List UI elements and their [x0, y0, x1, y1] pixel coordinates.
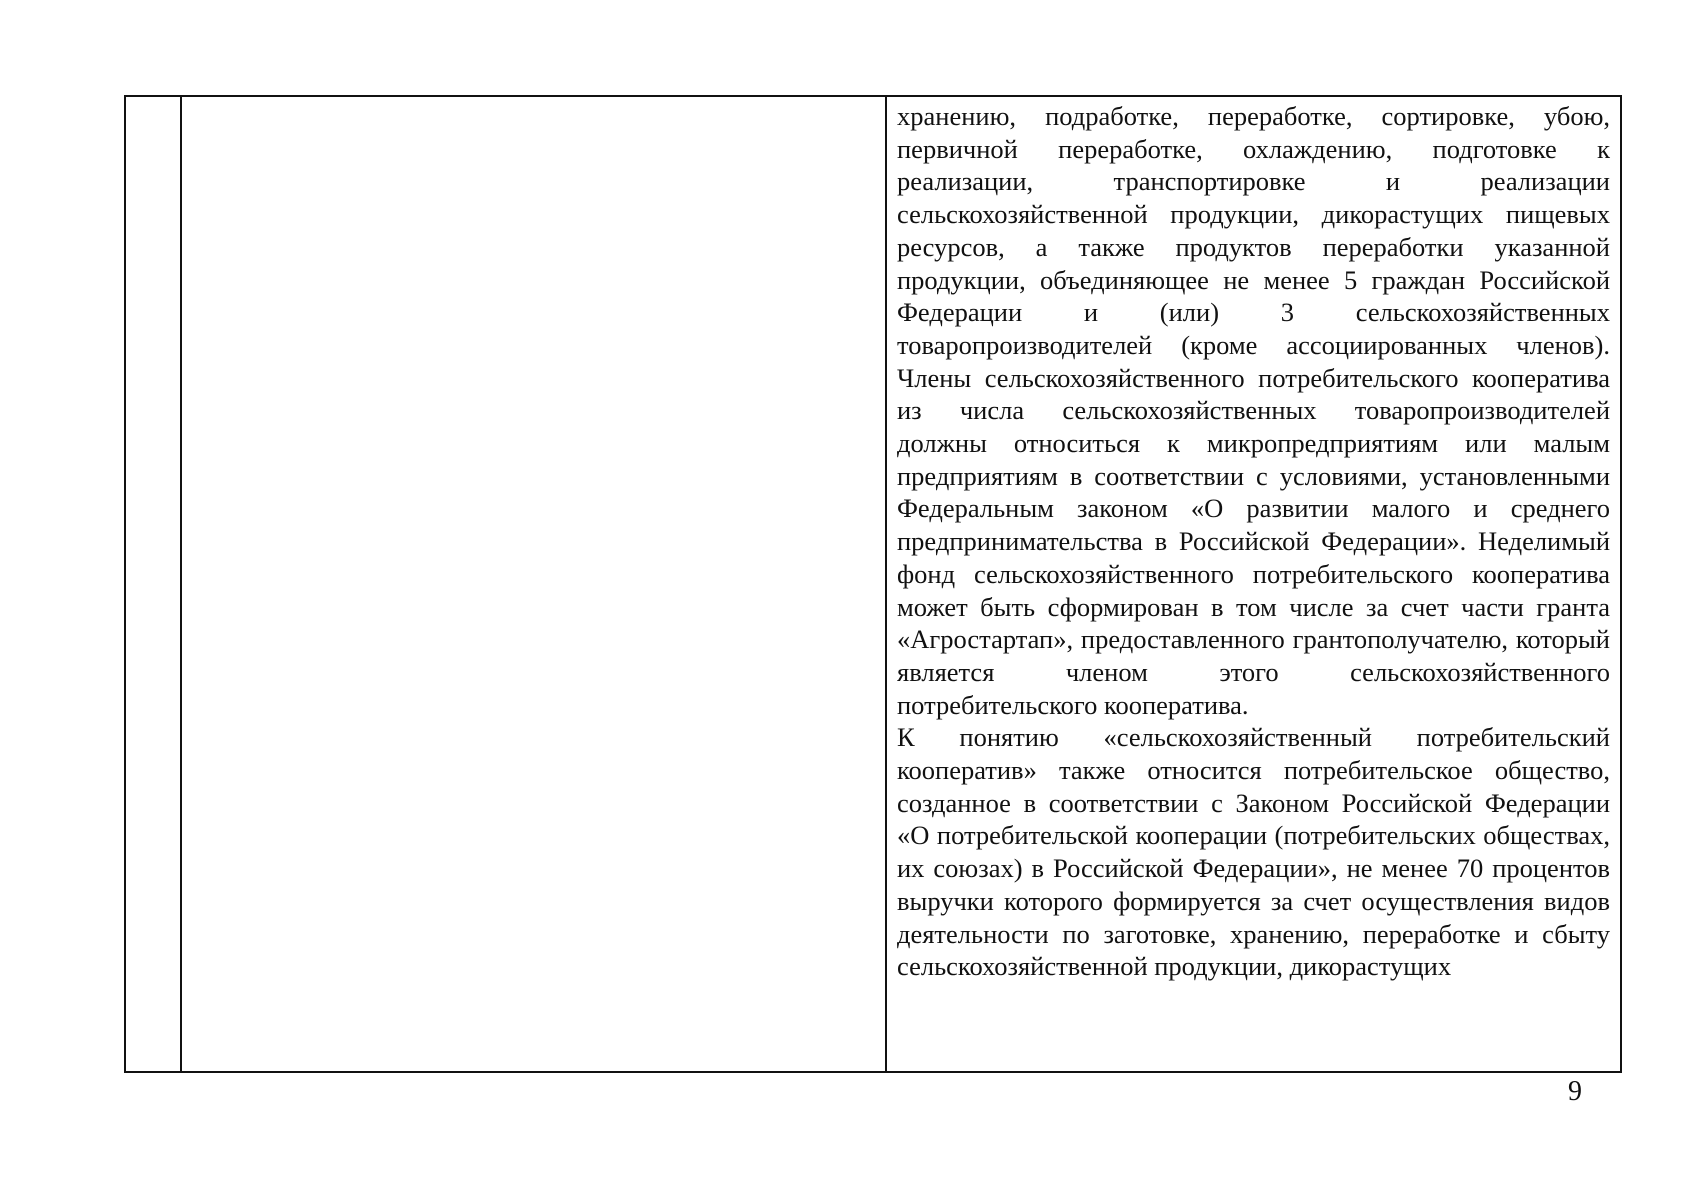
page-number: 9: [1568, 1076, 1582, 1107]
definition-paragraph: К понятию «сельскохозяйственный потребительский кооператив» также относится потребительское общество, созданное в соответствии с Законом Российской Федерации «О потребительской кооперации (потребительских обществах, их союзах) в Российской Федерации», не менее 70 процентов выручки которого формируется за счет осуществления видов деятельности по заготовке, хранению, переработке и сбыту сельскохозяйственной продукции, дикорастущих: [897, 722, 1610, 982]
content-table: [124, 95, 1622, 1073]
definition-paragraph: хранению, подработке, переработке, сортировке, убою, первичной переработке, охлаждению, подготовке к реализации, транспортировке и реализации сельскохозяйственной продукции, дикорастущих пищевых ресурсов, а также продуктов переработки указанной продукции, объединяющее не менее 5 граждан Российской Федерации и (или) 3 сельскохозяйственных товаропроизводителей (кроме ассоциированных членов). Члены сельскохозяйственного потребительского кооператива из числа сельскохозяйственных товаропроизводителей должны относиться к микропредприятиям или малым предприятиям в соответствии с условиями, установленными Федеральным законом «О развитии малого и среднего предпринимательства в Российской Федерации». Неделимый фонд сельскохозяйственного потребительского кооператива может быть сформирован в том числе за счет части гранта «Агростартап», предоставленного грантополучателю, который является членом этого сельскохозяйственного потребительского кооператива.: [897, 101, 1610, 720]
term-column: [182, 97, 887, 1071]
definition-column: [887, 97, 1620, 1071]
number-column: [126, 97, 182, 1071]
